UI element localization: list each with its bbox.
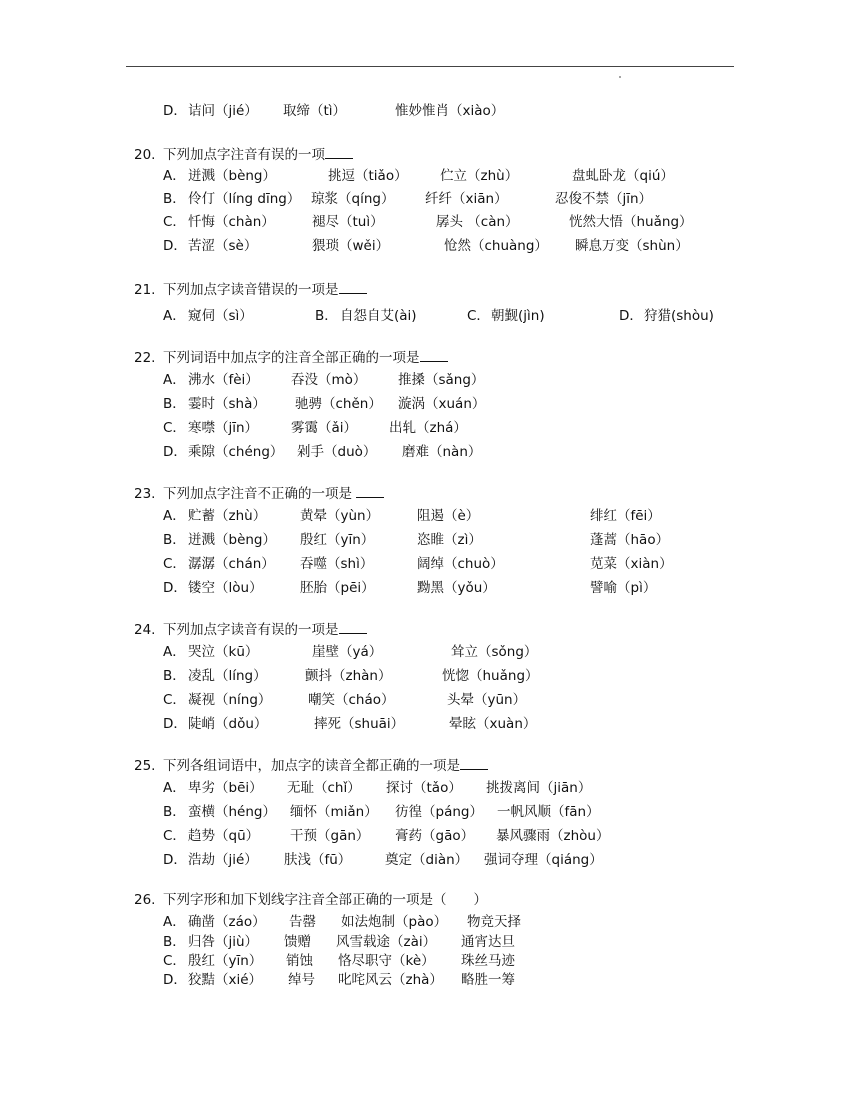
- option-letter: D．: [163, 444, 187, 460]
- answer-blank: [325, 145, 353, 159]
- option-item: 彷徨（páng）: [395, 804, 483, 820]
- option-letter: A．: [163, 914, 186, 930]
- option-item: 恍然大悟（huǎng）: [569, 214, 693, 230]
- option-item: 嘲笑（cháo）: [308, 692, 395, 708]
- question-stem: 25. 下列各组词语中，加点字的读音全都正确的一项是: [134, 756, 488, 775]
- option-item: 诘问（jié）: [188, 103, 258, 119]
- option-item: 挑逗（tiǎo）: [328, 168, 408, 184]
- option-item: 自怨自艾(ài): [340, 308, 417, 324]
- option-item: 通宵达旦: [461, 934, 515, 950]
- option-letter: A．: [163, 168, 186, 184]
- option-item: 殷红（yīn）: [300, 532, 375, 548]
- option-item: 趋势（qū）: [188, 828, 260, 844]
- option-item: 无耻（chǐ）: [287, 780, 361, 796]
- option-item: 如法炮制（pào）: [341, 914, 448, 930]
- answer-blank: [356, 484, 384, 498]
- option-item: 苋菜（xiàn）: [590, 556, 673, 572]
- option-item: 贮蓄（zhù）: [188, 508, 267, 524]
- option-item: 浩劫（jié）: [188, 852, 258, 868]
- option-item: 蛮横（héng）: [188, 804, 276, 820]
- option-letter: D．: [163, 716, 187, 732]
- option-item: 绯红（fēi）: [590, 508, 661, 524]
- option-item: 驰骋（chěn）: [295, 396, 382, 412]
- option-item: 沸水（fèi）: [188, 372, 259, 388]
- option-item: 晕眩（xuàn）: [449, 716, 537, 732]
- option-item: 归咎（jiù）: [188, 934, 259, 950]
- option-item: 风雪载途（zài）: [336, 934, 437, 950]
- option-item: 潺潺（chán）: [188, 556, 275, 572]
- question-stem: 20. 下列加点字注音有误的一项: [134, 145, 353, 164]
- option-letter: D．: [163, 238, 187, 254]
- option-item: 狩猎(shòu): [644, 308, 714, 324]
- question-stem: 22. 下列词语中加点字的注音全部正确的一项是: [134, 348, 448, 367]
- option-item: 出轧（zhá）: [389, 420, 467, 436]
- question-stem: 21. 下列加点字读音错误的一项是: [134, 280, 367, 299]
- option-item: 告罄: [289, 914, 316, 930]
- option-item: 窥伺（sì）: [188, 308, 253, 324]
- option-item: 干预（gān）: [290, 828, 370, 844]
- option-item: 确凿（záo）: [188, 914, 266, 930]
- option-item: 迸溅（bèng）: [188, 532, 277, 548]
- option-letter: A．: [163, 780, 186, 796]
- option-item: 物竞天择: [467, 914, 521, 930]
- option-item: 吞没（mò）: [291, 372, 367, 388]
- option-letter: C．: [163, 214, 186, 230]
- option-item: 忏悔（chàn）: [188, 214, 275, 230]
- option-item: 肤浅（fū）: [284, 852, 352, 868]
- option-item: 朝觐(jìn): [491, 308, 545, 324]
- option-item: 黄晕（yùn）: [300, 508, 380, 524]
- option-letter: A．: [163, 508, 186, 524]
- option-item: 磨难（nàn）: [402, 444, 482, 460]
- option-item: 略胜一筹: [461, 972, 515, 988]
- option-item: 吞噬（shì）: [300, 556, 374, 572]
- option-item: 销蚀: [286, 953, 313, 969]
- option-item: 纤纤（xiān）: [425, 191, 508, 207]
- option-item: 头晕（yūn）: [447, 692, 527, 708]
- option-item: 孱头 （càn）: [436, 214, 519, 230]
- option-letter: C．: [163, 828, 186, 844]
- option-item: 哭泣（kū）: [188, 644, 259, 660]
- answer-blank: [420, 348, 448, 362]
- option-item: 陡峭（dǒu）: [188, 716, 268, 732]
- option-item: 叱咤风云（zhà）: [338, 972, 443, 988]
- option-item: 蓬蒿（hāo）: [590, 532, 670, 548]
- option-item: 阔绰（chuò）: [417, 556, 504, 572]
- option-item: 寒噤（jīn）: [188, 420, 259, 436]
- option-letter: A．: [163, 308, 186, 324]
- option-item: 一帆风顺（fān）: [497, 804, 600, 820]
- option-item: 怆然（chuàng）: [444, 238, 548, 254]
- option-letter: B．: [163, 668, 186, 684]
- answer-blank: [460, 756, 488, 770]
- option-letter: C．: [163, 953, 186, 969]
- option-item: 譬喻（pì）: [590, 580, 657, 596]
- option-letter: C．: [467, 308, 490, 324]
- option-item: 苦涩（sè）: [188, 238, 258, 254]
- option-letter: C．: [163, 420, 186, 436]
- option-item: 恍惚（huǎng）: [442, 668, 539, 684]
- option-item: 琼浆（qíng）: [311, 191, 395, 207]
- option-letter: B．: [163, 934, 186, 950]
- option-letter: D．: [163, 580, 187, 596]
- option-item: 挑拨离间（jiān）: [486, 780, 592, 796]
- option-item: 暴风骤雨（zhòu）: [496, 828, 610, 844]
- option-item: 胚胎（pēi）: [300, 580, 375, 596]
- question-stem: 26. 下列字形和加下划线字注音全部正确的一项是（ ）: [134, 892, 487, 908]
- header-dot: [619, 76, 621, 78]
- option-item: 伫立（zhù）: [440, 168, 519, 184]
- option-item: 馈赠: [284, 934, 311, 950]
- option-letter: D．: [163, 972, 187, 988]
- option-item: 伶仃（líng dīng）: [188, 191, 301, 207]
- option-item: 褪尽（tuì）: [312, 214, 384, 230]
- option-item: 崖壁（yá）: [312, 644, 383, 660]
- option-item: 忍俊不禁（jīn）: [555, 191, 653, 207]
- option-item: 乘隙（chéng）: [188, 444, 284, 460]
- option-letter: D．: [163, 852, 187, 868]
- option-letter: A．: [163, 372, 186, 388]
- option-letter: B．: [163, 396, 186, 412]
- answer-blank: [339, 280, 367, 294]
- option-item: 凝视（níng）: [188, 692, 272, 708]
- question-stem: 23. 下列加点字注音不正确的一项是: [134, 484, 384, 503]
- header-rule: [126, 66, 734, 67]
- option-item: 狡黠（xié）: [188, 972, 263, 988]
- option-item: 探讨（tǎo）: [386, 780, 462, 796]
- option-item: 盘虬卧龙（qiú）: [572, 168, 674, 184]
- question-stem: 24. 下列加点字读音有误的一项是: [134, 620, 367, 639]
- option-item: 阻遏（è）: [417, 508, 480, 524]
- option-letter: A．: [163, 644, 186, 660]
- option-letter: C．: [163, 556, 186, 572]
- option-item: 耸立（sǒng）: [451, 644, 538, 660]
- option-item: 雾霭（ǎi）: [291, 420, 358, 436]
- option-letter: B．: [163, 191, 186, 207]
- option-letter: D．: [619, 308, 643, 324]
- option-item: 殷红（yīn）: [188, 953, 263, 969]
- option-item: 奠定（diàn）: [385, 852, 469, 868]
- option-letter: C．: [163, 692, 186, 708]
- answer-blank: [339, 620, 367, 634]
- option-item: 瞬息万变（shùn）: [575, 238, 689, 254]
- option-letter: D．: [163, 103, 187, 119]
- option-item: 绰号: [288, 972, 315, 988]
- option-item: 猥琐（wěi）: [312, 238, 390, 254]
- option-item: 摔死（shuāi）: [314, 716, 405, 732]
- option-letter: B．: [315, 308, 338, 324]
- option-item: 取缔（tì）: [283, 103, 347, 119]
- option-item: 卑劣（bēi）: [188, 780, 263, 796]
- option-item: 霎时（shà）: [188, 396, 266, 412]
- option-item: 迸溅（bèng）: [188, 168, 277, 184]
- option-item: 珠丝马迹: [461, 953, 515, 969]
- option-item: 惟妙惟肖（xiào）: [395, 103, 505, 119]
- option-item: 恣睢（zì）: [417, 532, 482, 548]
- option-item: 黝黑（yǒu）: [417, 580, 496, 596]
- option-letter: B．: [163, 532, 186, 548]
- option-item: 缅怀（miǎn）: [290, 804, 378, 820]
- option-letter: B．: [163, 804, 186, 820]
- option-item: 强词夺理（qiáng）: [484, 852, 603, 868]
- option-item: 颤抖（zhàn）: [305, 668, 392, 684]
- option-item: 膏药（gāo）: [395, 828, 475, 844]
- option-item: 漩涡（xuán）: [398, 396, 486, 412]
- option-item: 推搡（sǎng）: [398, 372, 485, 388]
- option-item: 剁手（duò）: [297, 444, 377, 460]
- option-item: 镂空（lòu）: [188, 580, 263, 596]
- option-item: 恪尽职守（kè）: [338, 953, 435, 969]
- option-item: 凌乱（líng）: [188, 668, 267, 684]
